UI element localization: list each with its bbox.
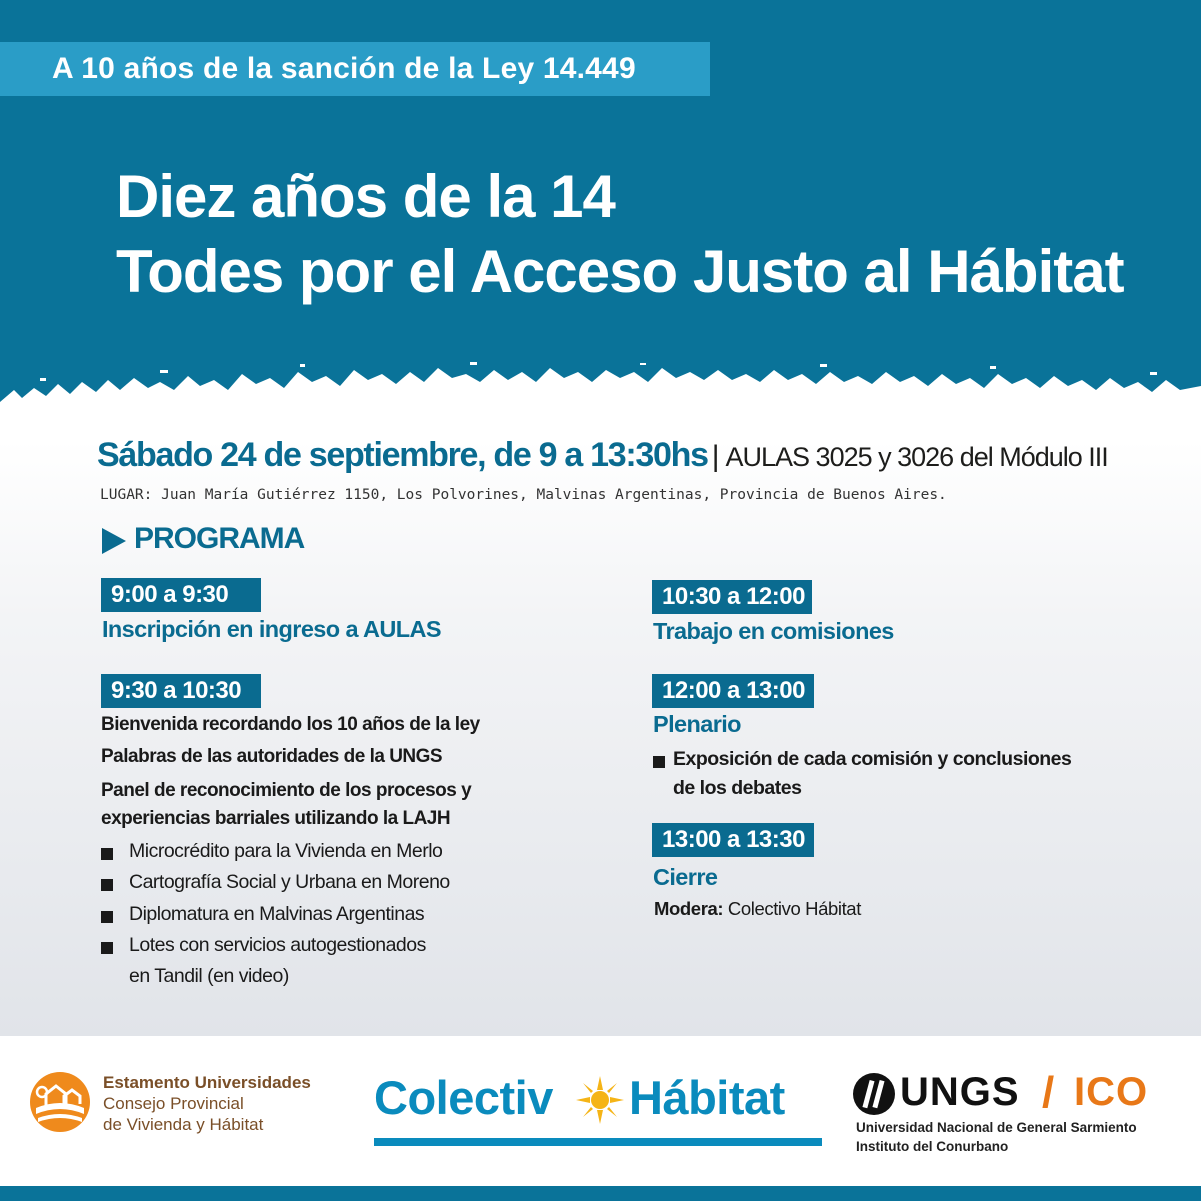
list-item-text: Cartografía Social y Urbana en Moreno — [129, 871, 450, 893]
time-badge-1030: 10:30 a 12:00 — [652, 580, 812, 614]
time-badge-1200: 12:00 a 13:00 — [652, 674, 814, 708]
event-date-line — [97, 436, 1108, 475]
sun-icon — [576, 1076, 624, 1124]
ico-wordmark: ICO — [1074, 1070, 1149, 1114]
estamento-line-3: de Vivienda y Hábitat — [103, 1115, 264, 1134]
ungs-wordmark: UNGS — [900, 1070, 1020, 1114]
anniversary-tag-text: A 10 años de la sanción de la Ley 14.449 — [52, 52, 636, 85]
ungs-subtitle: Universidad Nacional de General Sarmiento — [856, 1120, 1137, 1135]
ico-subtitle: Instituto del Conurbano — [856, 1139, 1009, 1154]
square-bullet-icon — [101, 942, 113, 954]
agenda-line-palabras: Palabras de las autoridades de la UNGS — [101, 746, 443, 767]
colectivo-habitat-logo — [374, 1070, 824, 1150]
play-arrow-icon — [102, 528, 126, 554]
colectivo-logo-left: Colectiv — [374, 1071, 553, 1124]
programa-heading — [102, 522, 304, 557]
list-item-text: Diplomatura en Malvinas Argentinas — [129, 903, 425, 925]
ungs-emblem-icon — [852, 1072, 896, 1116]
moderator-label: Modera: — [654, 898, 724, 919]
main-title-line-2: Todes por el Acceso Justo al Hábitat — [116, 238, 1124, 305]
anniversary-tag — [0, 42, 710, 96]
time-badge-0900: 9:00 a 9:30 — [101, 578, 261, 612]
event-place: LUGAR: Juan María Gutiérrez 1150, Los Polvorines, Malvinas Argentinas, Provincia de Buenos Aires. — [100, 487, 947, 503]
event-date-time: Sábado 24 de septiembre, de 9 a 13:30hs — [97, 436, 708, 474]
logo-slash: / — [1042, 1068, 1055, 1117]
section-title-comisiones: Trabajo en comisiones — [653, 618, 894, 644]
agenda-line-panel-2: experiencias barriales utilizando la LAJH — [101, 808, 451, 829]
list-item-text: en Tandil (en video) — [129, 965, 289, 987]
ungs-ico-logo — [852, 1068, 1182, 1162]
agenda-line-panel-1: Panel de reconocimiento de los procesos y — [101, 780, 472, 801]
square-bullet-icon — [101, 911, 113, 923]
square-bullet-icon — [101, 879, 113, 891]
list-item-text: Lotes con servicios autogestionados — [129, 934, 426, 956]
date-separator: | — [711, 440, 720, 473]
square-bullet-icon — [653, 756, 665, 768]
estamento-line-1: Estamento Universidades — [103, 1073, 311, 1092]
time-badge-0930: 9:30 a 10:30 — [101, 674, 261, 708]
main-title-line-1: Diez años de la 14 — [116, 163, 615, 230]
square-bullet-icon — [101, 848, 113, 860]
estamento-line-2: Consejo Provincial — [103, 1094, 244, 1113]
estamento-logo-text — [103, 1073, 311, 1135]
section-title-cierre: Cierre — [653, 864, 718, 890]
list-item-text: de los debates — [673, 777, 802, 799]
time-badge-1300: 13:00 a 13:30 — [652, 823, 814, 857]
torn-paper-edge — [0, 360, 1201, 440]
house-icon — [28, 1070, 92, 1134]
moderator-value: Colectivo Hábitat — [723, 898, 861, 919]
list-item-text: Microcrédito para la Vivienda en Merlo — [129, 840, 443, 862]
colectivo-logo-right: Hábitat — [629, 1071, 785, 1124]
section-title-plenario: Plenario — [653, 711, 741, 737]
colectivo-logo-underline — [374, 1138, 822, 1146]
programa-label: PROGRAMA — [134, 522, 305, 555]
agenda-line-bienvenida: Bienvenida recordando los 10 años de la ley — [101, 714, 480, 735]
bottom-bar — [0, 1186, 1201, 1201]
moderator-line — [654, 898, 861, 920]
event-venue: AULAS 3025 y 3026 del Módulo III — [725, 442, 1108, 472]
section-title-inscripcion: Inscripción en ingreso a AULAS — [102, 616, 441, 642]
header-banner — [0, 0, 1201, 440]
list-item-text: Exposición de cada comisión y conclusiones — [673, 748, 1072, 770]
